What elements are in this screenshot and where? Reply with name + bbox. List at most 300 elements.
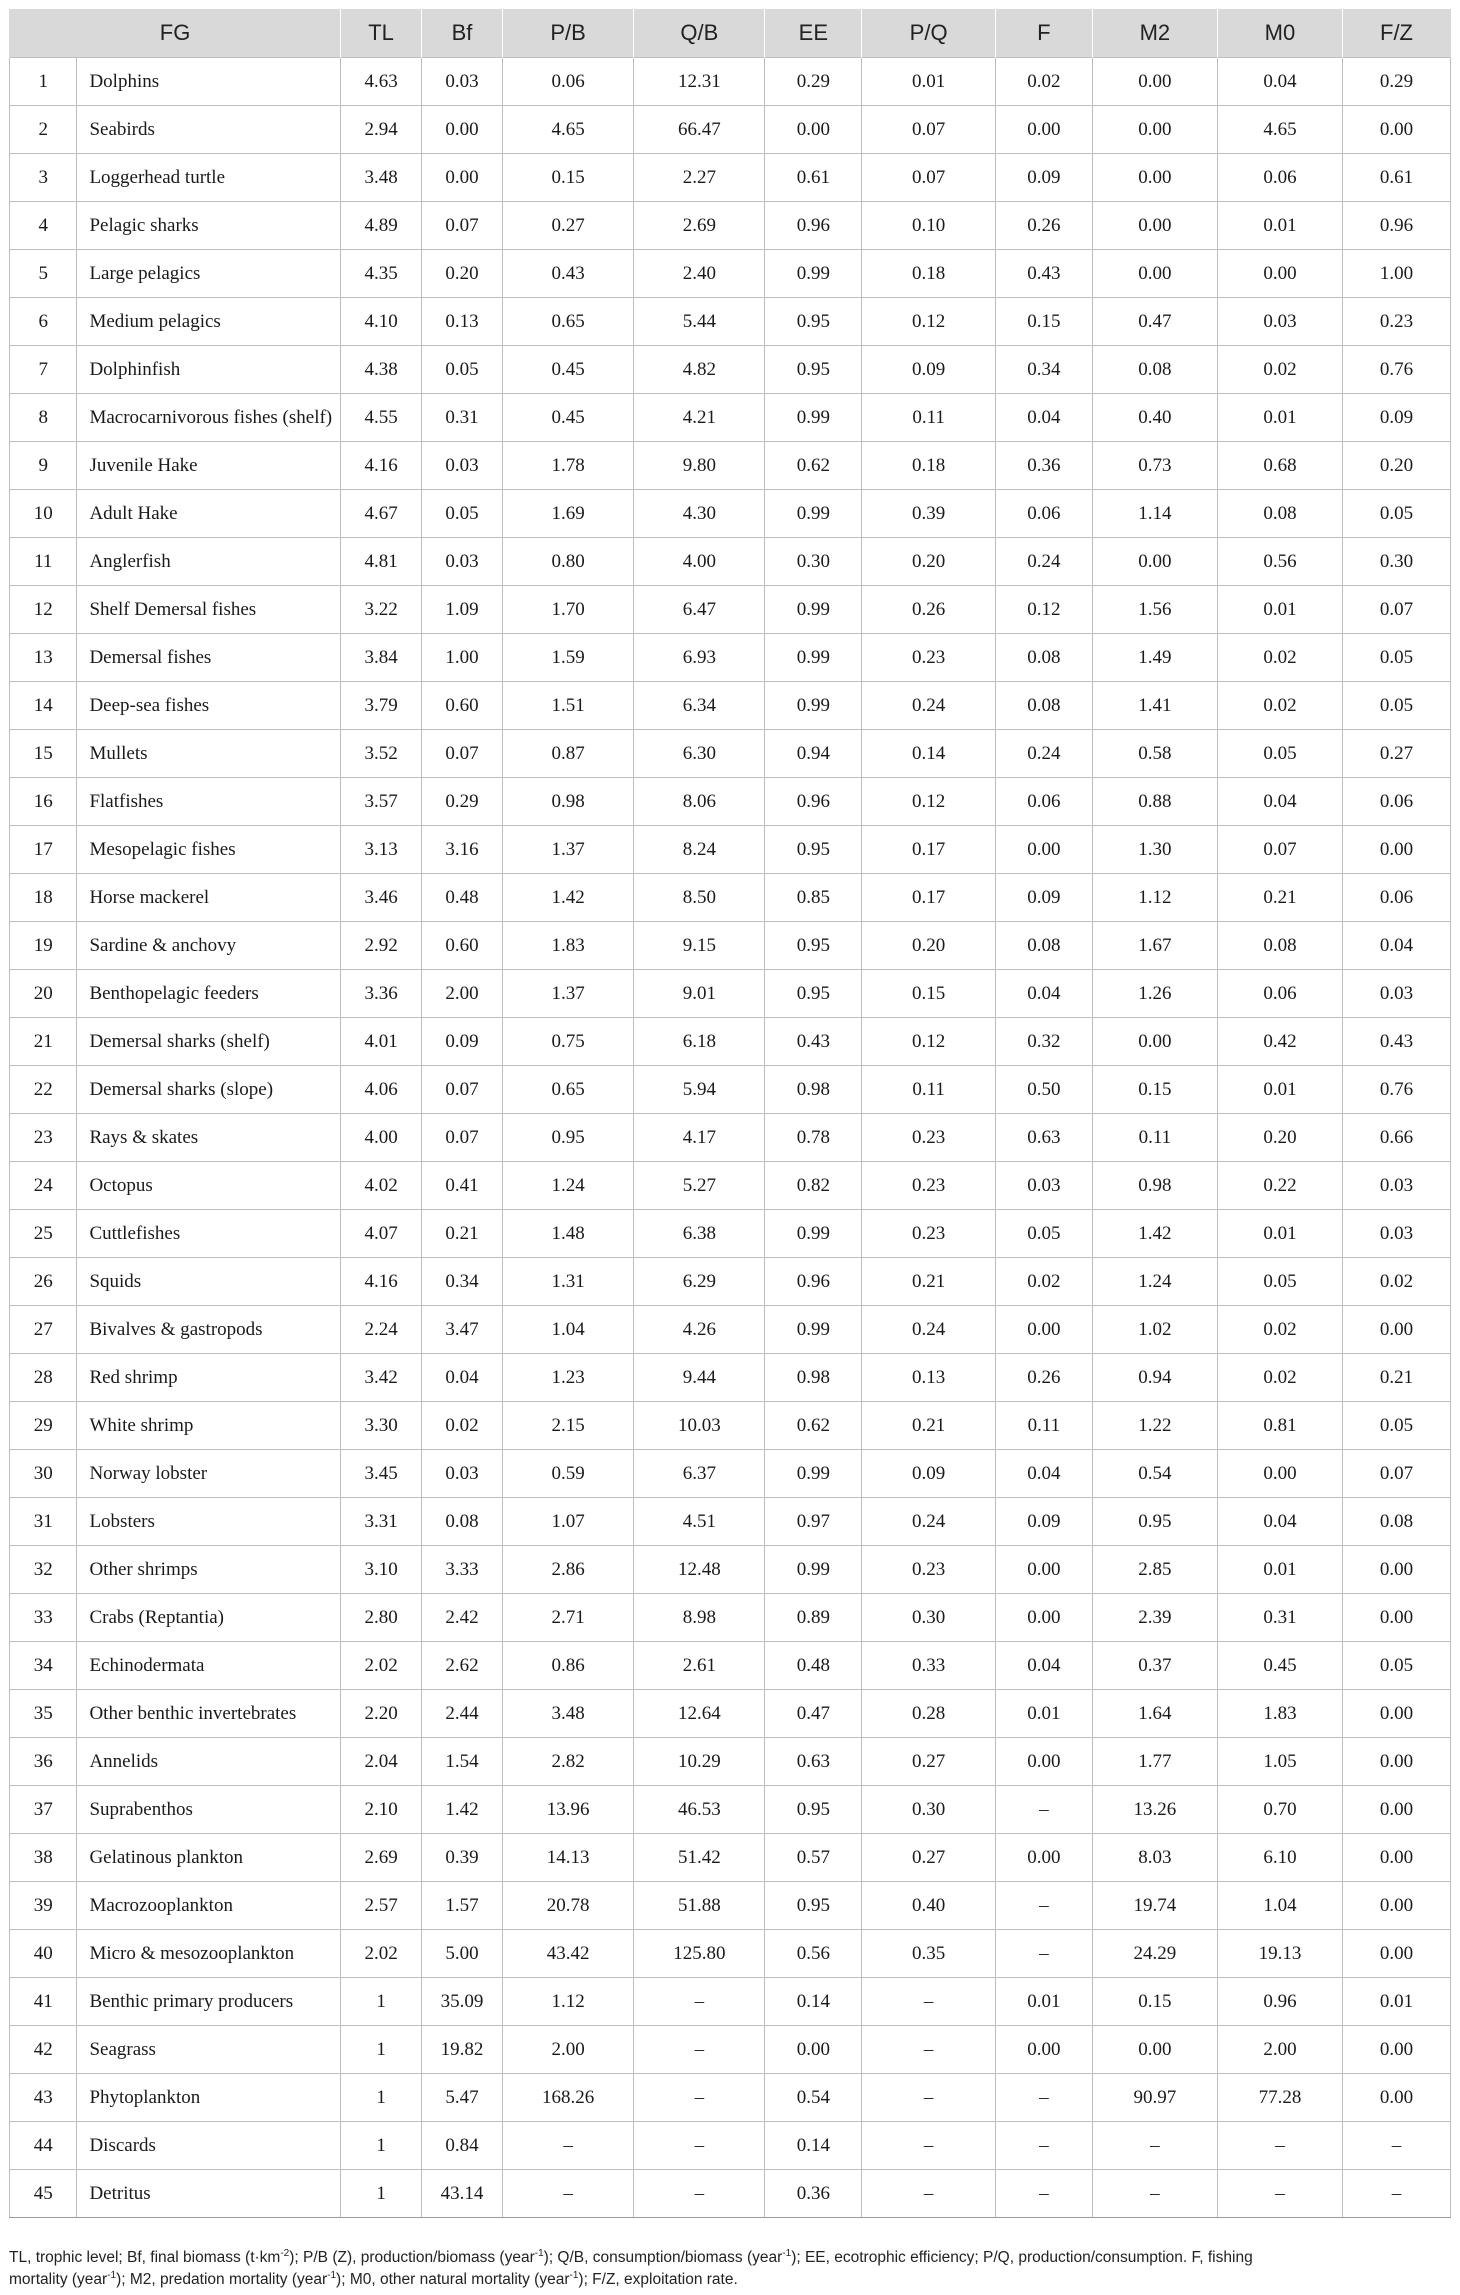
value-cell: 0.45 [502,394,633,442]
value-cell: 0.01 [862,58,996,106]
row-number-cell: 4 [10,202,77,250]
value-cell: 0.60 [422,682,503,730]
value-cell: 3.79 [341,682,422,730]
value-cell: 0.02 [995,58,1092,106]
value-cell: 12.64 [634,1690,765,1738]
value-cell: 0.00 [1092,250,1217,298]
table-row [10,730,1451,778]
value-cell: 6.10 [1217,1834,1342,1882]
value-cell: 1.37 [502,826,633,874]
value-cell: 4.35 [341,250,422,298]
group-name-cell: Demersal sharks (shelf) [77,1018,341,1066]
table-row [10,586,1451,634]
value-cell: 2.85 [1092,1546,1217,1594]
group-name-cell: Shelf Demersal fishes [77,586,341,634]
group-name-cell: Gelatinous plankton [77,1834,341,1882]
value-cell: 4.06 [341,1066,422,1114]
footnote-line-2 [9,2271,738,2288]
table-row [10,490,1451,538]
value-cell: 0.00 [995,106,1092,154]
row-number-cell: 20 [10,970,77,1018]
table-row [10,682,1451,730]
value-cell: 0.00 [995,1594,1092,1642]
value-cell: 3.36 [341,970,422,1018]
value-cell: 0.00 [1092,2026,1217,2074]
value-cell: 0.06 [1217,154,1342,202]
value-cell: 3.13 [341,826,422,874]
value-cell: 0.08 [422,1498,503,1546]
value-cell: 10.03 [634,1402,765,1450]
table-row [10,1738,1451,1786]
value-cell: 0.95 [765,346,862,394]
value-cell: 0.12 [862,1018,996,1066]
group-name-cell: Seabirds [77,106,341,154]
value-cell: 14.13 [502,1834,633,1882]
value-cell: 0.95 [765,970,862,1018]
group-name-cell: Annelids [77,1738,341,1786]
value-cell: – [995,2170,1092,2218]
row-number-cell: 43 [10,2074,77,2122]
value-cell: 0.37 [1092,1642,1217,1690]
value-cell: 1.70 [502,586,633,634]
table-row [10,1690,1451,1738]
group-name-cell: Dolphins [77,58,341,106]
value-cell: 2.10 [341,1786,422,1834]
value-cell: 0.30 [765,538,862,586]
row-number-cell: 28 [10,1354,77,1402]
value-cell: 0.43 [995,250,1092,298]
value-cell: 4.82 [634,346,765,394]
value-cell: 12.31 [634,58,765,106]
value-cell: 0.00 [995,826,1092,874]
group-name-cell: Norway lobster [77,1450,341,1498]
value-cell: – [634,2122,765,2170]
value-cell: 19.13 [1217,1930,1342,1978]
table-row [10,1258,1451,1306]
group-name-cell: Bivalves & gastropods [77,1306,341,1354]
value-cell: 3.10 [341,1546,422,1594]
group-name-cell: Medium pelagics [77,298,341,346]
value-cell: 0.94 [1092,1354,1217,1402]
value-cell: 19.74 [1092,1882,1217,1930]
table-row [10,106,1451,154]
table-row [10,1834,1451,1882]
row-number-cell: 19 [10,922,77,970]
value-cell: 0.00 [1343,106,1451,154]
value-cell: 0.21 [862,1258,996,1306]
value-cell: 1.67 [1092,922,1217,970]
value-cell: 0.23 [862,634,996,682]
value-cell: 4.89 [341,202,422,250]
value-cell: 0.01 [1217,1066,1342,1114]
value-cell: 1.00 [1343,250,1451,298]
value-cell: 2.80 [341,1594,422,1642]
row-number-cell: 10 [10,490,77,538]
value-cell: 0.62 [765,1402,862,1450]
group-name-cell: Octopus [77,1162,341,1210]
value-cell: 4.00 [634,538,765,586]
value-cell: 8.50 [634,874,765,922]
value-cell: 0.20 [862,538,996,586]
group-name-cell: Detritus [77,2170,341,2218]
value-cell: 6.29 [634,1258,765,1306]
table-row [10,1402,1451,1450]
value-cell: 4.30 [634,490,765,538]
value-cell: 0.23 [1343,298,1451,346]
value-cell: 0.99 [765,1306,862,1354]
row-number-cell: 24 [10,1162,77,1210]
value-cell: 1.41 [1092,682,1217,730]
column-header-p-b: P/B [502,9,633,58]
table-row [10,1354,1451,1402]
value-cell: 5.27 [634,1162,765,1210]
value-cell: 0.45 [502,346,633,394]
value-cell: 0.00 [1092,1018,1217,1066]
footnote-line-1 [9,2249,1253,2266]
value-cell: 0.09 [862,346,996,394]
value-cell: 4.38 [341,346,422,394]
value-cell: 0.99 [765,490,862,538]
value-cell: 0.21 [422,1210,503,1258]
group-name-cell: Mesopelagic fishes [77,826,341,874]
row-number-cell: 23 [10,1114,77,1162]
value-cell: 0.82 [765,1162,862,1210]
value-cell: 6.30 [634,730,765,778]
table-row [10,922,1451,970]
value-cell: 2.04 [341,1738,422,1786]
value-cell: 0.05 [1343,1402,1451,1450]
value-cell: 0.27 [862,1738,996,1786]
value-cell: 0.00 [1343,1834,1451,1882]
value-cell: 20.78 [502,1882,633,1930]
value-cell: 0.01 [1217,1210,1342,1258]
group-name-cell: Dolphinfish [77,346,341,394]
value-cell: 0.01 [1217,586,1342,634]
value-cell: 0.63 [765,1738,862,1786]
value-cell: 0.99 [765,1210,862,1258]
value-cell: 51.42 [634,1834,765,1882]
value-cell: 2.71 [502,1594,633,1642]
group-name-cell: Demersal fishes [77,634,341,682]
value-cell: 0.21 [862,1402,996,1450]
value-cell: 0.09 [995,154,1092,202]
value-cell: 1 [341,2122,422,2170]
footnote-superscript: -1 [327,2269,337,2281]
table-row [10,970,1451,1018]
value-cell: 0.20 [1217,1114,1342,1162]
value-cell: 0.04 [995,970,1092,1018]
value-cell: 0.43 [765,1018,862,1066]
value-cell: 0.07 [862,106,996,154]
value-cell: 5.00 [422,1930,503,1978]
row-number-cell: 7 [10,346,77,394]
group-name-cell: Phytoplankton [77,2074,341,2122]
value-cell: 0.14 [862,730,996,778]
row-number-cell: 29 [10,1402,77,1450]
value-cell: – [862,2026,996,2074]
table-row [10,1066,1451,1114]
value-cell: 0.02 [1217,634,1342,682]
value-cell: 0.95 [765,922,862,970]
value-cell: 0.23 [862,1162,996,1210]
value-cell: 1.42 [502,874,633,922]
value-cell: 0.06 [995,490,1092,538]
value-cell: 0.94 [765,730,862,778]
value-cell: 1.12 [502,1978,633,2026]
value-cell: – [634,2170,765,2218]
row-number-cell: 15 [10,730,77,778]
value-cell: 0.00 [422,154,503,202]
column-header-q-b: Q/B [634,9,765,58]
value-cell: 24.29 [1092,1930,1217,1978]
table-row [10,1642,1451,1690]
table-row [10,874,1451,922]
group-name-cell: Lobsters [77,1498,341,1546]
value-cell: 0.15 [995,298,1092,346]
row-number-cell: 13 [10,634,77,682]
group-name-cell: Cuttlefishes [77,1210,341,1258]
row-number-cell: 14 [10,682,77,730]
value-cell: 0.00 [1343,1930,1451,1978]
value-cell: 4.02 [341,1162,422,1210]
value-cell: 2.69 [634,202,765,250]
value-cell: 0.96 [1217,1978,1342,2026]
data-table [9,9,1451,2218]
value-cell: 1.69 [502,490,633,538]
row-number-cell: 3 [10,154,77,202]
value-cell: 1.26 [1092,970,1217,1018]
value-cell: 0.08 [1092,346,1217,394]
value-cell: – [502,2122,633,2170]
value-cell: 1.37 [502,970,633,1018]
value-cell: 0.85 [765,874,862,922]
value-cell: 0.07 [1217,826,1342,874]
value-cell: 9.15 [634,922,765,970]
value-cell: 0.08 [995,922,1092,970]
value-cell: 0.48 [422,874,503,922]
footnote-text: ); F/Z, exploitation rate. [578,2271,738,2288]
group-name-cell: Mullets [77,730,341,778]
column-header-p-q: P/Q [862,9,996,58]
value-cell: 0.11 [862,394,996,442]
value-cell: 0.22 [1217,1162,1342,1210]
value-cell: 0.12 [862,778,996,826]
table-row [10,442,1451,490]
value-cell: 0.47 [1092,298,1217,346]
value-cell: 0.06 [1217,970,1342,1018]
value-cell: – [1092,2122,1217,2170]
value-cell: 6.47 [634,586,765,634]
row-number-cell: 36 [10,1738,77,1786]
value-cell: 0.00 [995,1834,1092,1882]
value-cell: – [502,2170,633,2218]
group-name-cell: Benthic primary producers [77,1978,341,2026]
value-cell: 0.20 [862,922,996,970]
row-number-cell: 34 [10,1642,77,1690]
group-name-cell: White shrimp [77,1402,341,1450]
value-cell: 8.24 [634,826,765,874]
value-cell: 0.00 [1217,1450,1342,1498]
value-cell: 0.15 [502,154,633,202]
value-cell: 0.18 [862,250,996,298]
value-cell: 2.62 [422,1642,503,1690]
value-cell: 4.16 [341,1258,422,1306]
value-cell: 1.59 [502,634,633,682]
value-cell: 2.92 [341,922,422,970]
value-cell: 125.80 [634,1930,765,1978]
value-cell: 0.05 [1343,634,1451,682]
value-cell: 0.78 [765,1114,862,1162]
value-cell: 0.08 [1217,922,1342,970]
value-cell: 0.61 [765,154,862,202]
table-row [10,298,1451,346]
value-cell: 0.26 [862,586,996,634]
value-cell: 0.56 [765,1930,862,1978]
value-cell: 0.05 [1343,1642,1451,1690]
value-cell: 0.00 [1343,2026,1451,2074]
value-cell: 0.05 [1343,682,1451,730]
value-cell: 0.23 [862,1114,996,1162]
group-name-cell: Echinodermata [77,1642,341,1690]
table-row [10,634,1451,682]
value-cell: 13.26 [1092,1786,1217,1834]
value-cell: 0.07 [1343,586,1451,634]
value-cell: 0.05 [1217,1258,1342,1306]
row-number-cell: 2 [10,106,77,154]
table-row [10,1162,1451,1210]
value-cell: 0.04 [995,1642,1092,1690]
row-number-cell: 9 [10,442,77,490]
table-row [10,1786,1451,1834]
value-cell: 0.33 [862,1642,996,1690]
value-cell: – [1343,2170,1451,2218]
value-cell: 6.18 [634,1018,765,1066]
value-cell: 0.31 [1217,1594,1342,1642]
value-cell: 0.95 [765,826,862,874]
value-cell: 1.56 [1092,586,1217,634]
value-cell: – [634,2074,765,2122]
value-cell: 0.02 [1343,1258,1451,1306]
footnote-text: ); Q/B, consumption/biomass (year [543,2249,783,2266]
row-number-cell: 42 [10,2026,77,2074]
value-cell: 0.95 [502,1114,633,1162]
value-cell: 4.17 [634,1114,765,1162]
value-cell: 0.00 [765,2026,862,2074]
group-name-cell: Squids [77,1258,341,1306]
row-number-cell: 44 [10,2122,77,2170]
table-row [10,346,1451,394]
value-cell: 0.00 [1343,1690,1451,1738]
group-name-cell: Macrocarnivorous fishes (shelf) [77,394,341,442]
value-cell: 0.27 [862,1834,996,1882]
table-row [10,1306,1451,1354]
value-cell: 0.07 [422,1114,503,1162]
value-cell: 0.15 [862,970,996,1018]
value-cell: 0.01 [1217,1546,1342,1594]
value-cell: 0.59 [502,1450,633,1498]
value-cell: 0.13 [862,1354,996,1402]
value-cell: 0.02 [1217,682,1342,730]
value-cell: 0.05 [422,346,503,394]
group-name-cell: Juvenile Hake [77,442,341,490]
group-name-cell: Anglerfish [77,538,341,586]
value-cell: 0.00 [1343,2074,1451,2122]
value-cell: 0.04 [1217,778,1342,826]
footnote-superscript: -1 [534,2247,544,2259]
value-cell: 0.43 [1343,1018,1451,1066]
value-cell: 3.48 [502,1690,633,1738]
value-cell: 0.00 [765,106,862,154]
value-cell: 4.21 [634,394,765,442]
value-cell: 0.24 [862,1306,996,1354]
row-number-cell: 37 [10,1786,77,1834]
value-cell: 0.39 [862,490,996,538]
group-name-cell: Red shrimp [77,1354,341,1402]
row-number-cell: 12 [10,586,77,634]
value-cell: 1.22 [1092,1402,1217,1450]
value-cell: 3.52 [341,730,422,778]
value-cell: 0.30 [862,1786,996,1834]
value-cell: 0.03 [995,1162,1092,1210]
value-cell: 0.00 [995,1738,1092,1786]
column-header-fg: FG [10,9,341,58]
column-header-m2: M2 [1092,9,1217,58]
group-name-cell: Large pelagics [77,250,341,298]
value-cell: 0.05 [995,1210,1092,1258]
value-cell: 0.07 [422,202,503,250]
value-cell: 0.00 [1092,538,1217,586]
value-cell: 1.64 [1092,1690,1217,1738]
value-cell: 0.35 [862,1930,996,1978]
value-cell: – [995,1882,1092,1930]
value-cell: 4.07 [341,1210,422,1258]
footnote-text: mortality (year [9,2271,108,2288]
value-cell: 0.27 [1343,730,1451,778]
value-cell: 1.04 [1217,1882,1342,1930]
value-cell: 3.46 [341,874,422,922]
row-number-cell: 8 [10,394,77,442]
value-cell: 0.45 [1217,1642,1342,1690]
footnote-text: ); P/B (Z), production/biomass (year [289,2249,535,2266]
table-row [10,250,1451,298]
value-cell: 1.51 [502,682,633,730]
value-cell: – [1343,2122,1451,2170]
value-cell: 0.36 [765,2170,862,2218]
value-cell: 5.94 [634,1066,765,1114]
value-cell: 0.75 [502,1018,633,1066]
group-name-cell: Sardine & anchovy [77,922,341,970]
value-cell: 0.98 [502,778,633,826]
table-row [10,2074,1451,2122]
value-cell: 0.02 [1217,346,1342,394]
value-cell: 77.28 [1217,2074,1342,2122]
value-cell: 4.81 [341,538,422,586]
value-cell: 0.63 [995,1114,1092,1162]
value-cell: 0.47 [765,1690,862,1738]
value-cell: 0.95 [765,1786,862,1834]
value-cell: 4.10 [341,298,422,346]
value-cell: 0.29 [1343,58,1451,106]
value-cell: 0.86 [502,1642,633,1690]
value-cell: 1 [341,2170,422,2218]
footnote-superscript: -2 [280,2247,290,2259]
value-cell: 0.88 [1092,778,1217,826]
group-name-cell: Seagrass [77,2026,341,2074]
value-cell: 9.80 [634,442,765,490]
value-cell: 0.15 [1092,1066,1217,1114]
value-cell: – [995,1930,1092,1978]
value-cell: 0.98 [765,1354,862,1402]
